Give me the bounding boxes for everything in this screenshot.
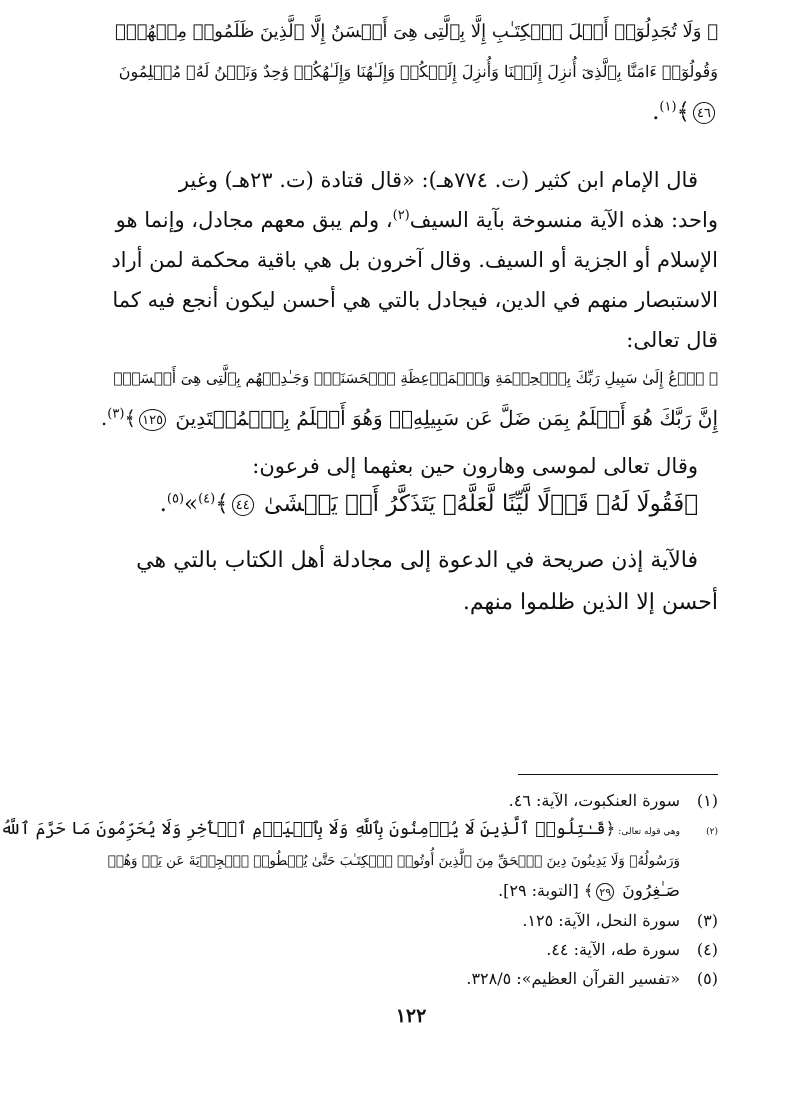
footnote-ref[interactable]: (٤) bbox=[198, 491, 216, 507]
ayah-number-marker: ١٢٥ bbox=[139, 409, 166, 431]
footnotes bbox=[0, 786, 718, 993]
quote-close: » bbox=[184, 491, 199, 517]
quran-verse-nahl-125 bbox=[102, 358, 718, 438]
ibn-kathir-paragraph bbox=[102, 160, 718, 360]
footnote-text: سورة العنكبوت، الآية: ٤٦. bbox=[508, 791, 680, 810]
verse-close-brace: ﴾ bbox=[215, 491, 229, 517]
ayah-number-marker: ٤٤ bbox=[232, 494, 254, 516]
text-line: فالآية إذن صريحة في الدعوة إلى مجادلة أهل الكتاب بالتي هي bbox=[136, 548, 698, 573]
footnote-quran-text: وَرَسُولُهُۥ وَلَا يَدِينُونَ دِينَ ٱلۡحَقِّ مِنَ ٱلَّذِينَ أُوتُوا۟ ٱلۡكِتَـٰبَ حَتَّىٰ يُعۡطُوا۟ ٱلۡجِزۡيَةَ عَن يَدٖ وَهُمۡ bbox=[107, 853, 680, 869]
verse-tail: . bbox=[652, 99, 660, 125]
footnote-number: (٤) bbox=[696, 940, 718, 959]
text-segment: واحد: هذه الآية منسوخة بآية السيف bbox=[409, 208, 718, 232]
verse-text: ٱدۡعُ إِلَىٰ سَبِيلِ رَبِّكَ بِٱلۡحِكۡمَةِ وَٱلۡمَوۡعِظَةِ ٱلۡحَسَنَةِۖ وَجَـٰدِلۡهُم بِٱلَّتِى هِىَ أَحۡسَنُۚ bbox=[113, 369, 705, 387]
footnote-ref[interactable]: (١) bbox=[659, 99, 677, 115]
text-line: قال الإمام ابن كثير (ت. ٧٧٤هـ): «قال قتادة (ت. ٢٣هـ) وغير bbox=[178, 168, 698, 192]
musa-harun-paragraph bbox=[102, 446, 718, 486]
footnote-ref[interactable]: (٢) bbox=[392, 208, 410, 223]
footnote-ref[interactable]: (٥) bbox=[166, 491, 185, 507]
footnote-item bbox=[102, 935, 718, 964]
verse-open-brace: ﴿ bbox=[684, 491, 698, 517]
verse-close-brace: ﴾ bbox=[583, 881, 594, 900]
verse-line bbox=[102, 12, 718, 52]
text-segment: ، ولم يبق معهم مجادل، وإنما هو bbox=[115, 208, 393, 232]
quran-verse-ankabut-46 bbox=[102, 12, 718, 132]
verse-open-brace: ﴿ bbox=[707, 21, 718, 42]
page-number: ١٢٢ bbox=[395, 1005, 427, 1027]
verse-text: وَقُولُوٓا۟ ءَامَنَّا بِٱلَّذِىٓ أُنزِلَ إِلَيۡنَا وَأُنزِلَ إِلَيۡكُمۡ وَإِلَـٰهُنَا وَإِلَـٰهُكُمۡ وَٰحِدٌ وَنَحۡنُ لَهُۥ مُسۡلِمُونَ bbox=[118, 62, 718, 81]
text-line: الاستبصار منهم في الدين، فيجادل بالتي هي أحسن ليكون أنجع فيه كما bbox=[112, 288, 718, 312]
verse-line bbox=[102, 398, 718, 438]
footnote-text: وهي قوله تعالى: bbox=[615, 827, 680, 837]
verse-open-brace: ﴿ bbox=[708, 369, 718, 387]
ayah-number-marker: ٢٩ bbox=[596, 883, 614, 901]
footnote-quran-text: صَـٰغِرُونَ bbox=[622, 881, 680, 901]
text-line bbox=[102, 200, 718, 240]
verse-line bbox=[102, 52, 718, 92]
footnote-separator bbox=[518, 774, 718, 775]
ayah-number-marker: ٤٦ bbox=[693, 102, 715, 124]
footnote-number: (٥) bbox=[696, 969, 718, 988]
conclusion-paragraph bbox=[102, 540, 718, 624]
text-line: وقال تعالى لموسى وهارون حين بعثهما إلى فرعون: bbox=[252, 454, 698, 478]
verse-close-brace: ﴾ bbox=[124, 406, 137, 430]
verse-tail: . bbox=[159, 491, 167, 517]
text-line: الإسلام أو الجزية أو السيف. وقال آخرون بل هي باقية محكمة لمن أراد bbox=[111, 248, 718, 272]
quran-verse-taha-44 bbox=[102, 484, 718, 524]
footnote-number: (٣) bbox=[696, 911, 718, 930]
footnote-item bbox=[0, 815, 718, 847]
verse-text: وَلَا تُجَدِلُوٓا۟ أَهۡلَ ٱلۡكِتَـٰبِ إِلَّا بِٱلَّتِى هِىَ أَحۡسَنُ إِلَّا ٱلَّذِينَ ظَلَمُوا۟ مِنۡهُمۡۖ bbox=[115, 21, 702, 42]
footnote-quran-text: قَـٰتِلُوا۟ ٱلَّذِينَ لَا يُؤۡمِنُونَ بِٱللَّهِ وَلَا بِٱلۡيَوۡمِ ٱلۡأٓخِرِ وَلَا يُحَرِّمُونَ مَا حَرَّمَ ٱللَّهُ bbox=[0, 819, 606, 839]
verse-text: إِنَّ رَبَّكَ هُوَ أَعۡلَمُ بِمَن ضَلَّ عَن سَبِيلِهِۦۖ وَهُوَ أَعۡلَمُ بِٱلۡمُهۡتَدِينَ bbox=[175, 406, 718, 430]
footnote-item bbox=[102, 906, 718, 935]
verse-line bbox=[102, 358, 718, 398]
verse-tail: . bbox=[100, 406, 108, 430]
verse-line bbox=[102, 484, 718, 524]
footnote-item bbox=[102, 964, 718, 993]
footnote-text: «تفسير القرآن العظيم»: ٣٢٨/٥. bbox=[466, 969, 680, 988]
footnote-source: [التوبة: ٢٩]. bbox=[498, 881, 584, 900]
footnote-item bbox=[102, 786, 718, 815]
text-line: أحسن إلا الذين ظلموا منهم. bbox=[462, 590, 718, 615]
footnote-ref[interactable]: (٣) bbox=[107, 406, 125, 422]
footnote-number: (١) bbox=[696, 791, 718, 810]
footnote-text: سورة النحل، الآية: ١٢٥. bbox=[522, 911, 680, 930]
verse-text: فَقُولَا لَهُۥ قَوۡلًا لَّيِّنًا لَّعَلَّهُۥ يَتَذَكَّرُ أَوۡ يَخۡشَىٰ bbox=[264, 491, 685, 517]
verse-open-brace: ﴿ bbox=[605, 819, 616, 839]
verse-close-brace: ﴾ bbox=[676, 99, 690, 125]
text-line: قال تعالى: bbox=[626, 328, 718, 352]
footnote-item-continuation bbox=[102, 876, 718, 906]
footnote-text: سورة طه، الآية: ٤٤. bbox=[546, 940, 680, 959]
footnote-number: (٢) bbox=[706, 827, 718, 837]
verse-line bbox=[102, 92, 718, 132]
